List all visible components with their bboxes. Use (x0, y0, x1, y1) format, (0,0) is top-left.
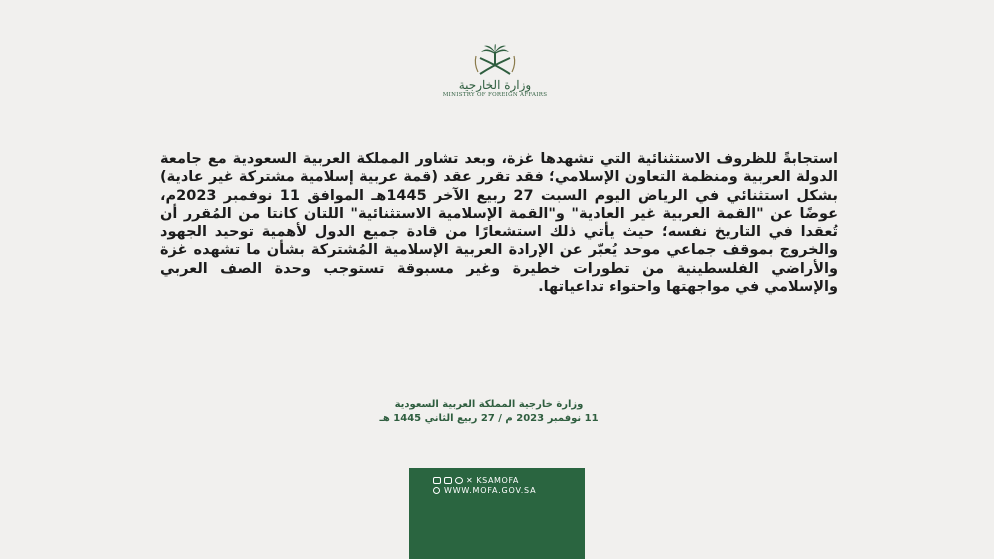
website-row (433, 486, 536, 495)
statement-paragraph: استجابةً للظروف الاستثنائية التي تشهدها غزة، وبعد تشاور المملكة العربية السعودية مع جامعة الدولة العربية ومنظمة التعاون الإسلامي؛ فقد تقرر عقد (قمة عربية إسلامية مشتركة غير عادية) بشكل استثنائي في الرياض اليوم السبت 27 ربيع الآخر 1445هـ الموافق 11 نوفمبر 2023م، عوضًا عن "القمة العربية غير العادية" و"القمة الإسلامية الاستثنائية" اللتان كانتا من المُقرر أن تُعقدا في التاريخ نفسه؛ حيث يأتي ذلك استشعارًا من قادة جميع الدول لأهمية توحيد الجهود والخروج بموقف جماعي موحد يُعبّر عن الإرادة العربية الإسلامية المُشتركة بشأن ما تشهده غزة والأراضي الفلسطينية من تطورات خطيرة وغير مسبوقة تستوجب وحدة الصف العربي والإسلامي في مواجهتها واحتواء تداعياتها. (160, 151, 838, 296)
signature-block (300, 398, 678, 426)
ministry-logo (425, 44, 565, 104)
website-link[interactable]: WWW.MOFA.GOV.SA (444, 486, 537, 495)
globe-icon (433, 487, 440, 494)
ministry-arabic-name: وزارة الخارجية (458, 78, 532, 92)
footer-panel (409, 468, 585, 559)
snapchat-icon[interactable] (433, 477, 441, 484)
x-icon[interactable]: ✕ (466, 476, 474, 485)
instagram-icon[interactable] (455, 477, 463, 484)
signature-issuer: وزارة خارجية المملكة العربية السعودية (394, 399, 584, 410)
statement-body (160, 150, 838, 296)
saudi-emblem-icon (472, 44, 518, 76)
youtube-icon[interactable] (444, 477, 452, 484)
signature-date: 11 نوفمبر 2023 م / 27 ربيع الثاني 1445 هـ (379, 413, 599, 424)
social-handles (433, 476, 519, 485)
social-handle[interactable]: KSAMOFA (476, 476, 519, 485)
ministry-english-name: MINISTRY OF FOREIGN AFFAIRS (442, 92, 548, 98)
